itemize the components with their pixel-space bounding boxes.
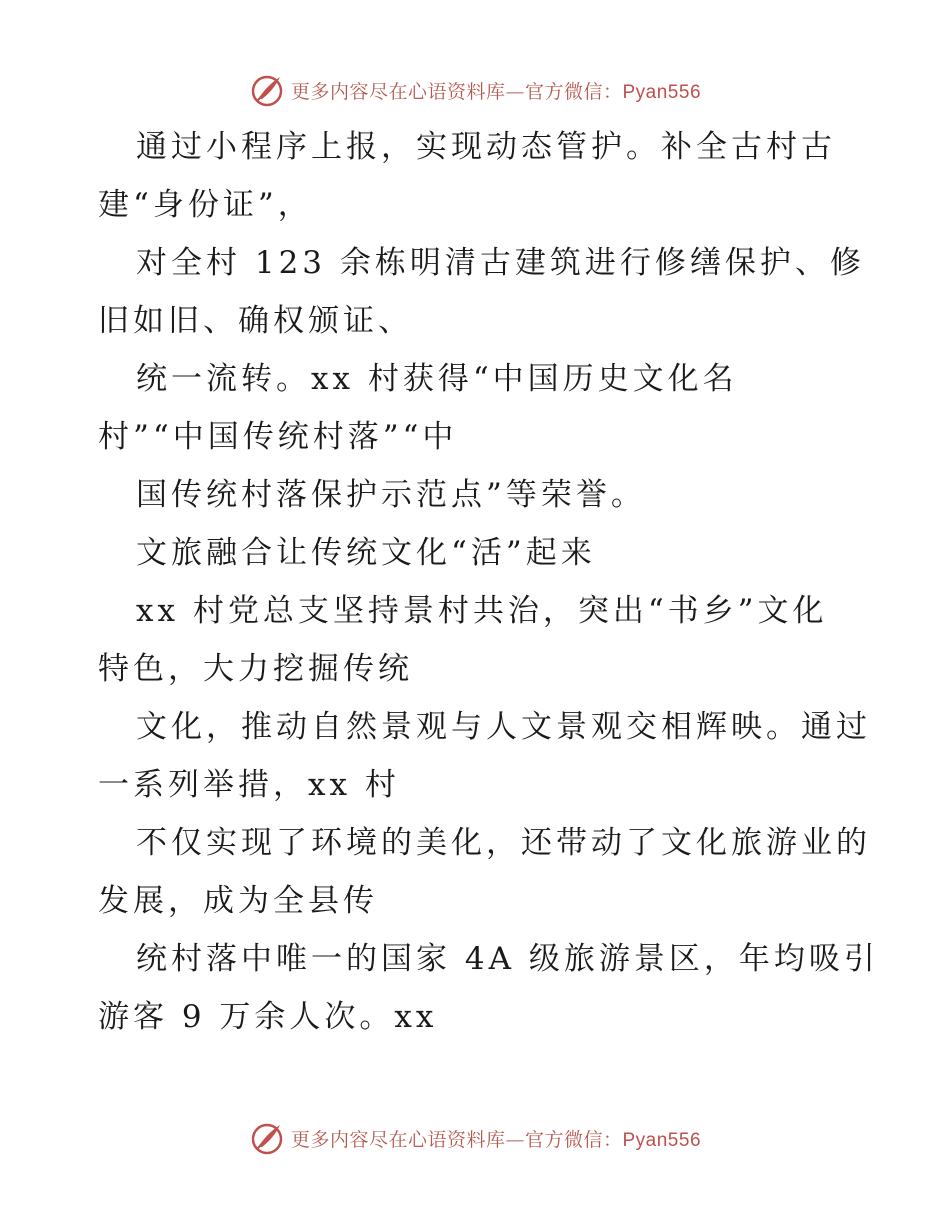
body-text-line: 一系列举措，xx 村 [98,767,400,803]
body-text-line: 文旅融合让传统文化“活”起来 [136,535,596,571]
body-text-line: 旧如旧、确权颁证、 [98,303,413,339]
body-text-line: 不仅实现了环境的美化，还带动了文化旅游业的 [136,825,871,861]
footer-banner-text: 更多内容尽在心语资料库—官方微信：Pyan556 [290,1128,702,1151]
body-text-line: 建“身份证”， [98,187,313,223]
body-text-line: xx 村党总支坚持景村共治，突出“书乡”文化 [136,593,828,629]
document-body [98,118,879,1046]
body-text-line: 游客 9 万余人次。xx [98,999,438,1035]
feather-quill-logo-icon [249,72,285,108]
body-text-line: 发展，成为全县传 [98,883,378,919]
header-banner-text: 更多内容尽在心语资料库—官方微信：Pyan556 [290,80,702,103]
body-text-line: 对全村 123 余栋明清古建筑进行修缮保护、修 [136,245,865,281]
body-text-line: 国传统村落保护示范点”等荣誉。 [136,477,646,513]
feather-quill-logo-icon [249,1120,285,1156]
footer-banner [0,1118,950,1158]
body-text-line: 特色，大力挖掘传统 [98,651,413,687]
body-text-line: 通过小程序上报，实现动态管护。补全古村古 [136,129,836,165]
body-text-line: 统一流转。xx 村获得“中国历史文化名 [136,361,738,397]
body-text-line: 文化，推动自然景观与人文景观交相辉映。通过 [136,709,871,745]
body-text-line: 村”“中国传统村落”“中 [98,419,458,455]
body-text-line: 统村落中唯一的国家 4A 级旅游景区，年均吸引 [136,941,879,977]
header-banner [0,70,950,110]
